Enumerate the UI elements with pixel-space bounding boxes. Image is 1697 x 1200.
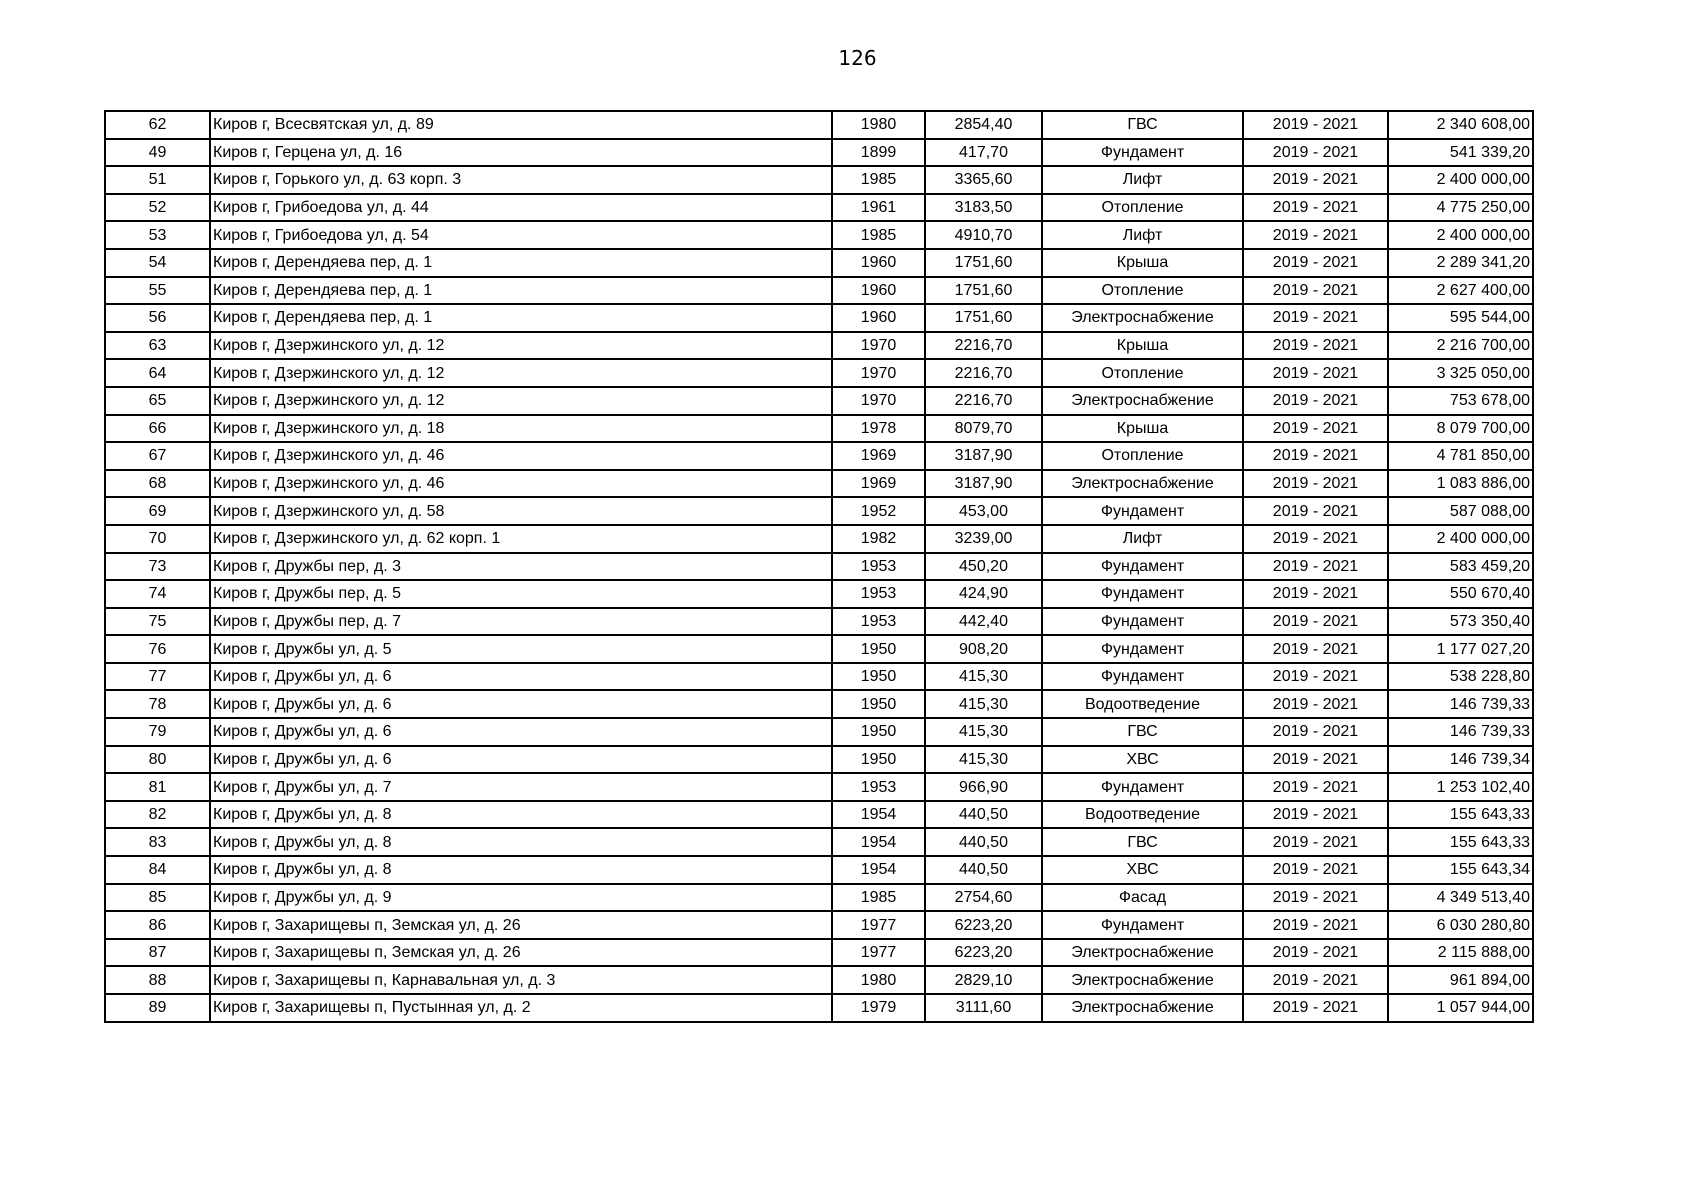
address-cell: Киров г, Дружбы ул, д. 9 <box>210 884 832 912</box>
cost-cell: 4 349 513,40 <box>1388 884 1533 912</box>
table-row <box>105 525 1533 553</box>
year-built-cell: 1960 <box>832 304 925 332</box>
period-cell: 2019 - 2021 <box>1243 801 1388 829</box>
period-cell: 2019 - 2021 <box>1243 139 1388 167</box>
period-cell: 2019 - 2021 <box>1243 608 1388 636</box>
area-cell: 8079,70 <box>925 415 1042 443</box>
row-number-cell: 49 <box>105 139 210 167</box>
year-built-cell: 1950 <box>832 635 925 663</box>
table-row <box>105 497 1533 525</box>
cost-cell: 146 739,33 <box>1388 690 1533 718</box>
year-built-cell: 1950 <box>832 718 925 746</box>
area-cell: 440,50 <box>925 801 1042 829</box>
table-row <box>105 856 1533 884</box>
year-built-cell: 1954 <box>832 856 925 884</box>
address-cell: Киров г, Дзержинского ул, д. 12 <box>210 332 832 360</box>
period-cell: 2019 - 2021 <box>1243 553 1388 581</box>
year-built-cell: 1979 <box>832 994 925 1022</box>
area-cell: 3187,90 <box>925 470 1042 498</box>
address-cell: Киров г, Захарищевы п, Земская ул, д. 26 <box>210 911 832 939</box>
row-number-cell: 76 <box>105 635 210 663</box>
area-cell: 2216,70 <box>925 387 1042 415</box>
work-type-cell: Отопление <box>1042 277 1243 305</box>
row-number-cell: 83 <box>105 828 210 856</box>
cost-cell: 4 775 250,00 <box>1388 194 1533 222</box>
area-cell: 415,30 <box>925 718 1042 746</box>
table-row <box>105 690 1533 718</box>
year-built-cell: 1960 <box>832 249 925 277</box>
address-cell: Киров г, Захарищевы п, Земская ул, д. 26 <box>210 939 832 967</box>
cost-cell: 2 627 400,00 <box>1388 277 1533 305</box>
table-row <box>105 746 1533 774</box>
period-cell: 2019 - 2021 <box>1243 442 1388 470</box>
work-type-cell: Фундамент <box>1042 663 1243 691</box>
address-cell: Киров г, Дзержинского ул, д. 12 <box>210 387 832 415</box>
period-cell: 2019 - 2021 <box>1243 690 1388 718</box>
period-cell: 2019 - 2021 <box>1243 663 1388 691</box>
work-type-cell: Отопление <box>1042 442 1243 470</box>
period-cell: 2019 - 2021 <box>1243 966 1388 994</box>
year-built-cell: 1985 <box>832 221 925 249</box>
table-row <box>105 939 1533 967</box>
year-built-cell: 1950 <box>832 690 925 718</box>
table-row <box>105 884 1533 912</box>
work-type-cell: Крыша <box>1042 249 1243 277</box>
table-row <box>105 828 1533 856</box>
year-built-cell: 1970 <box>832 387 925 415</box>
period-cell: 2019 - 2021 <box>1243 718 1388 746</box>
work-type-cell: Электроснабжение <box>1042 304 1243 332</box>
area-cell: 4910,70 <box>925 221 1042 249</box>
period-cell: 2019 - 2021 <box>1243 994 1388 1022</box>
area-cell: 2216,70 <box>925 359 1042 387</box>
area-cell: 2754,60 <box>925 884 1042 912</box>
cost-cell: 753 678,00 <box>1388 387 1533 415</box>
period-cell: 2019 - 2021 <box>1243 773 1388 801</box>
period-cell: 2019 - 2021 <box>1243 939 1388 967</box>
area-cell: 424,90 <box>925 580 1042 608</box>
work-type-cell: Электроснабжение <box>1042 387 1243 415</box>
year-built-cell: 1985 <box>832 166 925 194</box>
address-cell: Киров г, Дружбы пер, д. 5 <box>210 580 832 608</box>
area-cell: 966,90 <box>925 773 1042 801</box>
address-cell: Киров г, Грибоедова ул, д. 54 <box>210 221 832 249</box>
cost-cell: 541 339,20 <box>1388 139 1533 167</box>
row-number-cell: 51 <box>105 166 210 194</box>
year-built-cell: 1970 <box>832 359 925 387</box>
cost-cell: 3 325 050,00 <box>1388 359 1533 387</box>
work-type-cell: Фасад <box>1042 884 1243 912</box>
area-cell: 6223,20 <box>925 939 1042 967</box>
cost-cell: 2 216 700,00 <box>1388 332 1533 360</box>
row-number-cell: 66 <box>105 415 210 443</box>
cost-cell: 8 079 700,00 <box>1388 415 1533 443</box>
table-row <box>105 387 1533 415</box>
row-number-cell: 68 <box>105 470 210 498</box>
year-built-cell: 1950 <box>832 746 925 774</box>
period-cell: 2019 - 2021 <box>1243 111 1388 139</box>
work-type-cell: Электроснабжение <box>1042 966 1243 994</box>
area-cell: 442,40 <box>925 608 1042 636</box>
row-number-cell: 69 <box>105 497 210 525</box>
cost-cell: 1 177 027,20 <box>1388 635 1533 663</box>
row-number-cell: 87 <box>105 939 210 967</box>
repair-schedule-table <box>104 110 1534 1023</box>
work-type-cell: ХВС <box>1042 746 1243 774</box>
area-cell: 2216,70 <box>925 332 1042 360</box>
address-cell: Киров г, Дружбы ул, д. 6 <box>210 663 832 691</box>
cost-cell: 550 670,40 <box>1388 580 1533 608</box>
row-number-cell: 80 <box>105 746 210 774</box>
address-cell: Киров г, Дерендяева пер, д. 1 <box>210 277 832 305</box>
row-number-cell: 84 <box>105 856 210 884</box>
cost-cell: 1 057 944,00 <box>1388 994 1533 1022</box>
table-row <box>105 442 1533 470</box>
period-cell: 2019 - 2021 <box>1243 884 1388 912</box>
cost-cell: 1 253 102,40 <box>1388 773 1533 801</box>
area-cell: 453,00 <box>925 497 1042 525</box>
year-built-cell: 1969 <box>832 442 925 470</box>
cost-cell: 2 400 000,00 <box>1388 221 1533 249</box>
period-cell: 2019 - 2021 <box>1243 415 1388 443</box>
work-type-cell: Фундамент <box>1042 608 1243 636</box>
area-cell: 1751,60 <box>925 249 1042 277</box>
area-cell: 2854,40 <box>925 111 1042 139</box>
year-built-cell: 1950 <box>832 663 925 691</box>
cost-cell: 587 088,00 <box>1388 497 1533 525</box>
period-cell: 2019 - 2021 <box>1243 332 1388 360</box>
year-built-cell: 1982 <box>832 525 925 553</box>
row-number-cell: 74 <box>105 580 210 608</box>
area-cell: 6223,20 <box>925 911 1042 939</box>
area-cell: 450,20 <box>925 553 1042 581</box>
row-number-cell: 56 <box>105 304 210 332</box>
row-number-cell: 64 <box>105 359 210 387</box>
period-cell: 2019 - 2021 <box>1243 580 1388 608</box>
table-row <box>105 553 1533 581</box>
area-cell: 3183,50 <box>925 194 1042 222</box>
address-cell: Киров г, Дружбы пер, д. 7 <box>210 608 832 636</box>
area-cell: 417,70 <box>925 139 1042 167</box>
address-cell: Киров г, Дружбы ул, д. 6 <box>210 746 832 774</box>
period-cell: 2019 - 2021 <box>1243 359 1388 387</box>
row-number-cell: 65 <box>105 387 210 415</box>
table-row <box>105 911 1533 939</box>
row-number-cell: 70 <box>105 525 210 553</box>
work-type-cell: Фундамент <box>1042 635 1243 663</box>
row-number-cell: 75 <box>105 608 210 636</box>
address-cell: Киров г, Дзержинского ул, д. 46 <box>210 442 832 470</box>
year-built-cell: 1952 <box>832 497 925 525</box>
table-row <box>105 221 1533 249</box>
area-cell: 440,50 <box>925 856 1042 884</box>
row-number-cell: 54 <box>105 249 210 277</box>
table-row <box>105 359 1533 387</box>
table-row <box>105 249 1533 277</box>
address-cell: Киров г, Дружбы ул, д. 8 <box>210 828 832 856</box>
table-row <box>105 277 1533 305</box>
work-type-cell: Фундамент <box>1042 911 1243 939</box>
address-cell: Киров г, Всесвятская ул, д. 89 <box>210 111 832 139</box>
cost-cell: 155 643,33 <box>1388 828 1533 856</box>
work-type-cell: Лифт <box>1042 221 1243 249</box>
work-type-cell: Фундамент <box>1042 773 1243 801</box>
cost-cell: 2 400 000,00 <box>1388 166 1533 194</box>
row-number-cell: 67 <box>105 442 210 470</box>
period-cell: 2019 - 2021 <box>1243 221 1388 249</box>
address-cell: Киров г, Дзержинского ул, д. 12 <box>210 359 832 387</box>
period-cell: 2019 - 2021 <box>1243 277 1388 305</box>
address-cell: Киров г, Дружбы пер, д. 3 <box>210 553 832 581</box>
row-number-cell: 53 <box>105 221 210 249</box>
table-row <box>105 194 1533 222</box>
work-type-cell: Лифт <box>1042 166 1243 194</box>
area-cell: 415,30 <box>925 746 1042 774</box>
work-type-cell: Фундамент <box>1042 580 1243 608</box>
work-type-cell: Фундамент <box>1042 139 1243 167</box>
address-cell: Киров г, Дружбы ул, д. 8 <box>210 856 832 884</box>
cost-cell: 155 643,34 <box>1388 856 1533 884</box>
cost-cell: 6 030 280,80 <box>1388 911 1533 939</box>
period-cell: 2019 - 2021 <box>1243 856 1388 884</box>
address-cell: Киров г, Дружбы ул, д. 6 <box>210 690 832 718</box>
year-built-cell: 1960 <box>832 277 925 305</box>
row-number-cell: 89 <box>105 994 210 1022</box>
work-type-cell: Фундамент <box>1042 553 1243 581</box>
address-cell: Киров г, Захарищевы п, Карнавальная ул, д. 3 <box>210 966 832 994</box>
year-built-cell: 1970 <box>832 332 925 360</box>
period-cell: 2019 - 2021 <box>1243 387 1388 415</box>
cost-cell: 155 643,33 <box>1388 801 1533 829</box>
year-built-cell: 1980 <box>832 966 925 994</box>
table-body <box>105 111 1533 1022</box>
year-built-cell: 1961 <box>832 194 925 222</box>
period-cell: 2019 - 2021 <box>1243 828 1388 856</box>
row-number-cell: 63 <box>105 332 210 360</box>
year-built-cell: 1953 <box>832 553 925 581</box>
address-cell: Киров г, Горького ул, д. 63 корп. 3 <box>210 166 832 194</box>
address-cell: Киров г, Дружбы ул, д. 6 <box>210 718 832 746</box>
work-type-cell: ГВС <box>1042 718 1243 746</box>
address-cell: Киров г, Дружбы ул, д. 5 <box>210 635 832 663</box>
address-cell: Киров г, Дружбы ул, д. 7 <box>210 773 832 801</box>
table-row <box>105 608 1533 636</box>
table-row <box>105 966 1533 994</box>
table-row <box>105 718 1533 746</box>
area-cell: 3111,60 <box>925 994 1042 1022</box>
work-type-cell: Электроснабжение <box>1042 994 1243 1022</box>
table-row <box>105 801 1533 829</box>
page-number: 126 <box>838 46 877 70</box>
area-cell: 3365,60 <box>925 166 1042 194</box>
address-cell: Киров г, Захарищевы п, Пустынная ул, д. 2 <box>210 994 832 1022</box>
period-cell: 2019 - 2021 <box>1243 525 1388 553</box>
table-row <box>105 304 1533 332</box>
period-cell: 2019 - 2021 <box>1243 194 1388 222</box>
row-number-cell: 55 <box>105 277 210 305</box>
cost-cell: 4 781 850,00 <box>1388 442 1533 470</box>
work-type-cell: Водоотведение <box>1042 690 1243 718</box>
cost-cell: 595 544,00 <box>1388 304 1533 332</box>
area-cell: 1751,60 <box>925 304 1042 332</box>
year-built-cell: 1953 <box>832 580 925 608</box>
address-cell: Киров г, Дерендяева пер, д. 1 <box>210 249 832 277</box>
area-cell: 3187,90 <box>925 442 1042 470</box>
cost-cell: 2 340 608,00 <box>1388 111 1533 139</box>
work-type-cell: Лифт <box>1042 525 1243 553</box>
table-row <box>105 111 1533 139</box>
area-cell: 2829,10 <box>925 966 1042 994</box>
cost-cell: 538 228,80 <box>1388 663 1533 691</box>
address-cell: Киров г, Грибоедова ул, д. 44 <box>210 194 832 222</box>
address-cell: Киров г, Герцена ул, д. 16 <box>210 139 832 167</box>
year-built-cell: 1953 <box>832 773 925 801</box>
work-type-cell: Водоотведение <box>1042 801 1243 829</box>
year-built-cell: 1953 <box>832 608 925 636</box>
year-built-cell: 1954 <box>832 801 925 829</box>
row-number-cell: 73 <box>105 553 210 581</box>
period-cell: 2019 - 2021 <box>1243 166 1388 194</box>
row-number-cell: 88 <box>105 966 210 994</box>
row-number-cell: 79 <box>105 718 210 746</box>
cost-cell: 1 083 886,00 <box>1388 470 1533 498</box>
year-built-cell: 1977 <box>832 911 925 939</box>
table-row <box>105 994 1533 1022</box>
row-number-cell: 62 <box>105 111 210 139</box>
table-row <box>105 580 1533 608</box>
year-built-cell: 1954 <box>832 828 925 856</box>
work-type-cell: ХВС <box>1042 856 1243 884</box>
area-cell: 908,20 <box>925 635 1042 663</box>
area-cell: 1751,60 <box>925 277 1042 305</box>
period-cell: 2019 - 2021 <box>1243 635 1388 663</box>
cost-cell: 146 739,33 <box>1388 718 1533 746</box>
work-type-cell: Отопление <box>1042 359 1243 387</box>
row-number-cell: 82 <box>105 801 210 829</box>
year-built-cell: 1985 <box>832 884 925 912</box>
address-cell: Киров г, Дзержинского ул, д. 62 корп. 1 <box>210 525 832 553</box>
period-cell: 2019 - 2021 <box>1243 911 1388 939</box>
area-cell: 440,50 <box>925 828 1042 856</box>
row-number-cell: 77 <box>105 663 210 691</box>
work-type-cell: Отопление <box>1042 194 1243 222</box>
address-cell: Киров г, Дзержинского ул, д. 58 <box>210 497 832 525</box>
work-type-cell: ГВС <box>1042 828 1243 856</box>
table-row <box>105 415 1533 443</box>
year-built-cell: 1969 <box>832 470 925 498</box>
work-type-cell: ГВС <box>1042 111 1243 139</box>
period-cell: 2019 - 2021 <box>1243 746 1388 774</box>
table-row <box>105 470 1533 498</box>
table-row <box>105 332 1533 360</box>
year-built-cell: 1980 <box>832 111 925 139</box>
period-cell: 2019 - 2021 <box>1243 249 1388 277</box>
period-cell: 2019 - 2021 <box>1243 470 1388 498</box>
period-cell: 2019 - 2021 <box>1243 304 1388 332</box>
period-cell: 2019 - 2021 <box>1243 497 1388 525</box>
address-cell: Киров г, Дерендяева пер, д. 1 <box>210 304 832 332</box>
work-type-cell: Электроснабжение <box>1042 939 1243 967</box>
work-type-cell: Крыша <box>1042 415 1243 443</box>
row-number-cell: 85 <box>105 884 210 912</box>
table-row <box>105 773 1533 801</box>
work-type-cell: Электроснабжение <box>1042 470 1243 498</box>
row-number-cell: 52 <box>105 194 210 222</box>
address-cell: Киров г, Дружбы ул, д. 8 <box>210 801 832 829</box>
work-type-cell: Фундамент <box>1042 497 1243 525</box>
table-row <box>105 635 1533 663</box>
year-built-cell: 1978 <box>832 415 925 443</box>
cost-cell: 2 115 888,00 <box>1388 939 1533 967</box>
cost-cell: 573 350,40 <box>1388 608 1533 636</box>
cost-cell: 146 739,34 <box>1388 746 1533 774</box>
address-cell: Киров г, Дзержинского ул, д. 18 <box>210 415 832 443</box>
table-row <box>105 663 1533 691</box>
area-cell: 3239,00 <box>925 525 1042 553</box>
year-built-cell: 1977 <box>832 939 925 967</box>
row-number-cell: 81 <box>105 773 210 801</box>
table-row <box>105 139 1533 167</box>
row-number-cell: 86 <box>105 911 210 939</box>
year-built-cell: 1899 <box>832 139 925 167</box>
cost-cell: 961 894,00 <box>1388 966 1533 994</box>
cost-cell: 583 459,20 <box>1388 553 1533 581</box>
work-type-cell: Крыша <box>1042 332 1243 360</box>
cost-cell: 2 289 341,20 <box>1388 249 1533 277</box>
address-cell: Киров г, Дзержинского ул, д. 46 <box>210 470 832 498</box>
area-cell: 415,30 <box>925 663 1042 691</box>
row-number-cell: 78 <box>105 690 210 718</box>
cost-cell: 2 400 000,00 <box>1388 525 1533 553</box>
table-row <box>105 166 1533 194</box>
area-cell: 415,30 <box>925 690 1042 718</box>
